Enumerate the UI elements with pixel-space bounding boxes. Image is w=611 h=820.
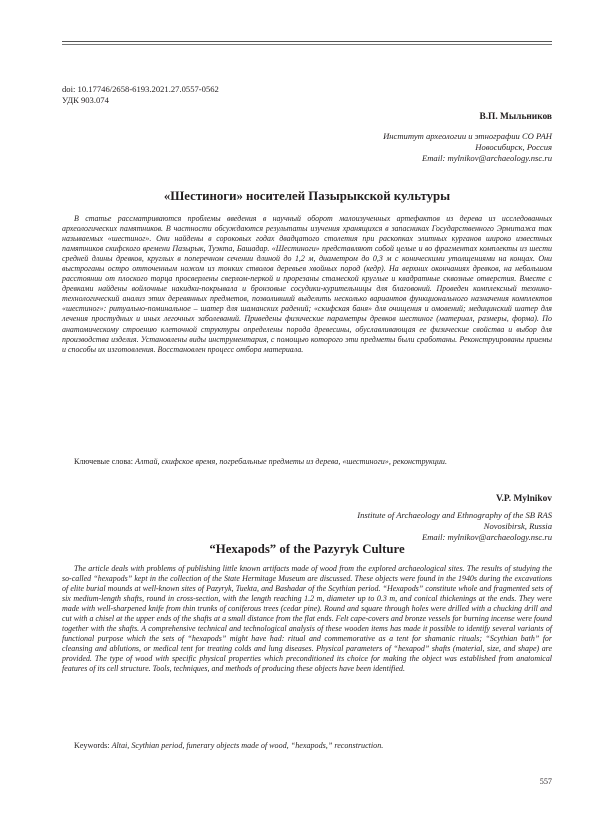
abstract-ru: В статье рассматриваются проблемы введения в научный оборот малоизученных артефактов из дерева из исследованных археологических памятников. В частности обсуждаются результаты изучения хранящихся в запасниках Государственного Эрмитажа так называемых «шестиног». Они найдены в сороковых годах двадцатого столетия при раскопках элитных курганов широко известных памятников скифского времени Пазырык, Туэкта, Башадар. «Шестиноги» представляют собой целые и во фрагментах комплекты из шести средней длины древков, круглых в поперечном сечении длиной до 1,2 м, диаметром до 0,3 м с коническими утолщениями на концах. Они выстроганы остро отточенным ножом из тонких стволов деревьев хвойных пород (кедр). На верхних окончаниях древков, на небольшом расстоянии от плоского торца просверлены сверлом-перкой и прорезаны стамеской круглые и квадратные сквозные отверстия. Вместе с древками найдены войлочные накидки-покрывала и бронзовые сосудики-курительницы для благовоний. Проведен комплексный технико-технологический анализ этих деревянных предметов, позволивший выделить несколько вариантов функционального назначения комплектов «шестиног»: ритуально-поминальное – шатер для шаманских радений; «скифская баня» для очищения и омовений; медицинский шатер для лечения простудных и иных легочных заболеваний. Приведены физические параметры древков шестиног (материал, размеры, форма). По анатомическому строению клеточной структуры определены порода древесины, обуславливающая ее физические свойства и выбор для производства изделия. Установлены виды инструментария, с помощью которого эти предметы были сработаны. Реконструированы приемы и способы их изготовления. Восстановлен процесс отбора материала. <box>62 214 552 354</box>
keywords-ru <box>74 457 552 467</box>
affiliation-en-email[interactable]: Email: mylnikov@archaeology.nsc.ru <box>421 532 552 543</box>
affiliation-ru-city: Новосибирск, Россия <box>475 142 552 153</box>
abstract-en: The article deals with problems of publishing little known artifacts made of wood from the explored archaeological sites. The results of studying the so-called “hexapods” kept in the collection of the State Hermitage Museum are discussed. These objects were found in the 1940s during the excavations of elite burial mounds at well-known sites of Pazyryk, Tuekta, and Bashadar of the Scythian period. “Hexapods” constitute whole and fragmented sets of six medium-length shafts, round in cross-section, with the length reaching 1.2 m, diameter up to 0.3 m, and conical thickenings at the ends. They were made with well-sharpened knife from thin trunks of coniferous trees (cedar pine). Round and square through holes were drilled with a chucking drill and cut with a chisel at the upper ends of the shafts at a small distance from the flat ends. Felt cape-covers and bronze vessels for burning incense were found together with the shafts. A comprehensive technical and technological analysis of these wooden items has made it possible to identify several variants of functional purpose which the sets of “hexapods” might have had: ritual and commemorative as a tent for shamanic rituals; “Scythian bath” for cleansing and ablutions, or medical tent for treating colds and lung diseases. Physical parameters of “hexapod” shafts (material, size, and shape) are provided. The type of wood with specific physical properties which preconditioned its choice for making the object was established from anatomical features of its cell structure. Tools, techniques, and methods of producing these objects have been identified. <box>62 564 552 674</box>
title-en: “Hexapods” of the Pazyryk Culture <box>209 542 405 556</box>
keywords-ru-label: Ключевые слова: <box>74 457 133 466</box>
affiliation-en-city: Novosibirsk, Russia <box>483 521 552 532</box>
title-ru: «Шестиноги» носителей Пазырыкской культуры <box>163 189 451 203</box>
keywords-en-values: Altai, Scythian period, funerary objects made of wood, “hexapods,” reconstruction. <box>111 741 384 750</box>
article-meta <box>62 84 219 105</box>
affiliation-en-institute: Institute of Archaeology and Ethnography of the SB RAS <box>357 510 552 520</box>
udk: УДК 903.074 <box>62 94 109 105</box>
page-number: 557 <box>539 777 552 786</box>
keywords-en-label: Keywords: <box>74 741 110 750</box>
header-rule <box>62 41 552 42</box>
affiliation-ru <box>383 131 552 165</box>
keywords-ru-values: Алтай, скифское время, погребальные предметы из дерева, «шестиноги», реконструкции. <box>134 457 447 466</box>
header-rule-thin <box>62 44 552 45</box>
affiliation-ru-institute: Институт археологии и этнографии СО РАН <box>383 131 552 141</box>
author-ru: В.П. Мыльников <box>479 112 552 122</box>
affiliation-ru-email[interactable]: Email: mylnikov@archaeology.nsc.ru <box>421 153 552 164</box>
keywords-en <box>74 741 552 751</box>
author-en: V.P. Mylnikov <box>495 494 552 504</box>
doi[interactable]: doi: 10.17746/2658-6193.2021.27.0557-0562 <box>62 84 219 94</box>
affiliation-en <box>357 510 552 544</box>
